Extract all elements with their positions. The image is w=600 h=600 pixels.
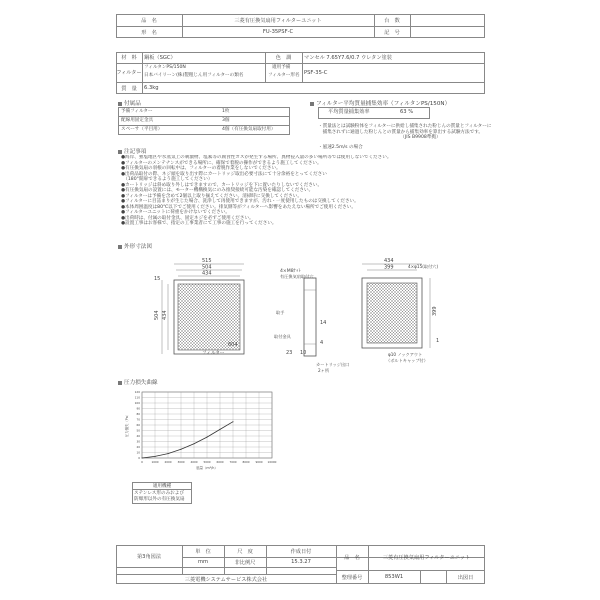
dim-434-top: 434 bbox=[202, 270, 212, 277]
x-tick-label: 7000 bbox=[229, 460, 237, 464]
dim-515: 515 bbox=[202, 258, 212, 264]
data-point bbox=[233, 421, 234, 422]
unit-label: 単 位 bbox=[195, 548, 211, 555]
scale-value: 非比例尺 bbox=[234, 559, 256, 566]
dim-399-rear: 399 bbox=[384, 264, 394, 271]
y-tick-label: 80 bbox=[136, 412, 140, 416]
name-label: 品 名 bbox=[141, 17, 157, 24]
name-value: 三菱有圧換気扇用フィルターユニット bbox=[234, 17, 322, 24]
dim-1: 1 bbox=[436, 338, 440, 344]
accessory-qty-1: 1枚 bbox=[222, 109, 230, 114]
hole-label: 4×φ15(取付穴) bbox=[408, 264, 439, 269]
y-tick-label: 50 bbox=[136, 428, 140, 433]
weight-label: 質 量 bbox=[121, 85, 137, 92]
data-point bbox=[220, 429, 221, 430]
drawing-title: 外形寸法図 bbox=[118, 242, 152, 250]
dim-23: 23 bbox=[286, 350, 293, 356]
dim-10: 10 bbox=[300, 350, 307, 356]
dim-604: 604 bbox=[228, 342, 238, 348]
filter-label: フィルター bbox=[116, 70, 142, 76]
applicable-line-1: ステンレス形のみおよび bbox=[134, 491, 184, 496]
accessory-name-3: スペーサ（平目用） bbox=[121, 127, 163, 132]
dim-504-top: 504 bbox=[202, 264, 212, 271]
y-tick-label: 40 bbox=[136, 434, 140, 438]
y-tick-label: 0 bbox=[138, 456, 140, 460]
accessory-qty-3: 4個（有圧換気扇取付用） bbox=[222, 127, 276, 132]
data-point bbox=[155, 456, 156, 457]
color-value: マンセル 7.65Y7.6/0.7 ウレタン塗装 bbox=[304, 55, 392, 61]
efficiency-title: フィルター平均質量捕集効率（フィルタンPS/150N） bbox=[310, 99, 450, 107]
caution-5: （180°開扉できるよう施工してください） bbox=[121, 177, 213, 182]
caution-2: ●フィルターのメンテナンスができる場所に、確保で着脱の操作ができるよう施工してください。 bbox=[121, 160, 322, 166]
caution-1: ●海岸、強塩地区や水蒸気上の刺激物、塩素等の腐食性ガスが発生する場所、異物侵入量の多い場所等では使用しないでください。 bbox=[121, 155, 392, 160]
x-tick-label: 4000 bbox=[190, 460, 198, 464]
dim-434-rear: 434 bbox=[384, 258, 394, 264]
caution-9: ●フィルターに目詰まりが生じた場合、洗浄して再使用できますが、汚れ・一度使用したものは交換してください。 bbox=[121, 199, 359, 204]
screw-label: 4×M8ﾅｯﾄ bbox=[280, 269, 301, 274]
mount-label: 取付金具 bbox=[274, 334, 291, 339]
caution-11: ●フィルターユニットに荷重をかけないでください。 bbox=[121, 210, 230, 215]
rear-filter-mesh bbox=[367, 283, 417, 343]
x-tick-label: 2000 bbox=[164, 460, 172, 464]
caution-8: ●フィルターは予備を含めて2個以上取り揃えてください。清掃時に交換してください。 bbox=[121, 193, 302, 199]
y-axis-label: 圧力損失（Pa） bbox=[125, 412, 129, 438]
footer-name-label: 品 名 bbox=[344, 555, 360, 561]
efficiency-note-1: ・質量法とは試験粉体をフィルターに供給し捕集された粉じんの質量とフィルターに bbox=[318, 124, 492, 129]
caution-4: ●出荷品取付の際、ネジ頭を取り出す際にカートリッジ取出必要寸法にて十分余裕をとってください bbox=[121, 171, 327, 177]
y-tick-label: 110 bbox=[134, 395, 140, 400]
caution-12: ●出荷時は、付属の取付金具、固定ネジを必ずご使用ください。 bbox=[121, 215, 254, 221]
dim-14: 14 bbox=[320, 320, 327, 326]
data-point bbox=[142, 458, 143, 459]
x-tick-label: 6000 bbox=[216, 460, 224, 464]
x-tick-label: 3000 bbox=[177, 460, 185, 464]
y-tick-label: 10 bbox=[136, 450, 140, 455]
efficiency-value: 63 % bbox=[400, 109, 414, 115]
data-point bbox=[181, 449, 182, 450]
knock-label-2: （ボルトキャップ付） bbox=[386, 358, 428, 363]
efficiency-notes bbox=[318, 124, 491, 150]
caution-7: ●有圧換気扇の設置には、モーター機構換気にのみ推奨接続可能な汚染を確認してください。 bbox=[121, 188, 314, 193]
date-label: 作成日付 bbox=[290, 548, 312, 555]
x-tick-label: 10000 bbox=[267, 460, 277, 464]
data-point bbox=[168, 453, 169, 454]
dim-434-left: 434 bbox=[162, 310, 168, 320]
cautions-list bbox=[121, 155, 481, 227]
weight-value: 6.3kg bbox=[144, 85, 159, 91]
material-label: 材 料 bbox=[121, 55, 137, 61]
front-filter-mesh bbox=[178, 284, 240, 350]
caution-13: ●設置工事はお客様で、指定の工事業者にて工事の施工を行ってください。 bbox=[121, 221, 277, 226]
bracket-label-2: 2ヶ所 bbox=[318, 368, 330, 373]
accessory-name-2: 配線用固定金具 bbox=[121, 118, 154, 123]
model-label: 形 名 bbox=[141, 29, 157, 36]
y-tick-label: 30 bbox=[136, 439, 140, 444]
y-tick-label: 60 bbox=[136, 423, 140, 427]
model-value: FU-35PSF-C bbox=[262, 29, 294, 35]
accessory-name-1: 予備フィルター bbox=[121, 109, 153, 114]
y-tick-label: 20 bbox=[136, 445, 140, 449]
chart-title: 圧力損失曲線 bbox=[118, 378, 158, 386]
knock-label: φ10 ノックアウト bbox=[388, 352, 423, 357]
caution-3: ●有圧換気扇の羽根の回転中は、フィルターの着脱作業をしないでください。 bbox=[121, 166, 281, 171]
efficiency-label: 平均質量捕集効率 bbox=[328, 109, 370, 115]
dim-4: 4 bbox=[320, 340, 324, 346]
spare-value: PSF-35-C bbox=[304, 69, 328, 76]
y-tick-label: 70 bbox=[136, 417, 140, 422]
filter-label: フィルター bbox=[202, 351, 225, 356]
data-point bbox=[207, 437, 208, 438]
x-tick-label: 1000 bbox=[151, 460, 159, 464]
company-name: 三菱電機システムサービス株式会社 bbox=[184, 576, 268, 583]
color-label: 色 調 bbox=[275, 55, 292, 61]
spare-label-1: 適用予備 bbox=[272, 65, 291, 70]
applicable-title: 適用機種 bbox=[152, 483, 172, 489]
y-tick-label: 120 bbox=[134, 390, 140, 394]
caution-10: ●本体周囲温度は80℃以下でご使用ください。排気側等がフィルターへ影響をあたえない場所でご使用ください。 bbox=[121, 204, 356, 210]
angle-label: 第3角図法 bbox=[136, 553, 162, 560]
unit-value: mm bbox=[197, 559, 209, 565]
footer-name-value: 三菱有圧換気扇用フィルターユニット bbox=[382, 555, 471, 561]
applicable-line-2: 防爆形以外の有圧換気扇 bbox=[134, 497, 185, 502]
number-label: 整理番号 bbox=[341, 574, 363, 581]
frame-label: 取手 bbox=[276, 310, 285, 315]
x-tick-label: 5000 bbox=[203, 460, 211, 464]
accessory-qty-2: 3個 bbox=[222, 118, 230, 123]
x-tick-label: 8000 bbox=[242, 460, 250, 464]
material-value: 鋼板（SGC） bbox=[144, 55, 176, 61]
x-tick-label: 0 bbox=[141, 460, 143, 464]
efficiency-note-3: （JIS B9908準拠） bbox=[398, 135, 441, 140]
cautions-title: 注記事項 bbox=[118, 147, 146, 155]
caution-6: ●カートリッジは斜め取り外しはできますので、カートリッジを下に置いたりしないでください。 bbox=[121, 182, 323, 188]
data-point bbox=[194, 443, 195, 444]
x-axis-label: 風量（m³/h） bbox=[196, 466, 218, 470]
date-value: 15.3.27 bbox=[291, 559, 311, 565]
efficiency-note-4: ・風速2.5m/s の場合 bbox=[318, 144, 363, 150]
remarks-label: 記 号 bbox=[384, 29, 400, 36]
y-tick-label: 100 bbox=[134, 401, 140, 405]
dim-504-left: 504 bbox=[154, 310, 160, 320]
number-value: 853W1 bbox=[384, 574, 404, 580]
scale-label: 尺 度 bbox=[237, 548, 253, 555]
side-frame bbox=[304, 278, 316, 356]
x-tick-label: 9000 bbox=[255, 460, 263, 464]
screw-label-2: 有圧換気扇取付穴 bbox=[280, 274, 314, 279]
y-tick-label: 90 bbox=[136, 406, 140, 411]
bracket-label: カートリッジ出口 bbox=[316, 362, 350, 367]
filter-value-2: 日本バイリーン(株)製粗じん用フィルターの類名 bbox=[144, 73, 244, 78]
accessories-title: 付属品 bbox=[118, 99, 141, 107]
dim-399-right: 399 bbox=[432, 306, 438, 316]
filter-value-1: フィルタンPS/150N bbox=[144, 65, 186, 70]
sheet-label: 出図日 bbox=[457, 574, 474, 581]
qty-label: 台 数 bbox=[384, 17, 400, 24]
spare-label-2: フィルター形名 bbox=[268, 73, 300, 78]
efficiency-note-2: 捕集されずに通過した粉じんとの質量から捕集効率を算出する試験方法です。 bbox=[318, 129, 484, 135]
outline-drawing bbox=[140, 250, 470, 380]
dim-15-left: 15 bbox=[154, 276, 161, 282]
pressure-loss-chart bbox=[120, 386, 280, 474]
